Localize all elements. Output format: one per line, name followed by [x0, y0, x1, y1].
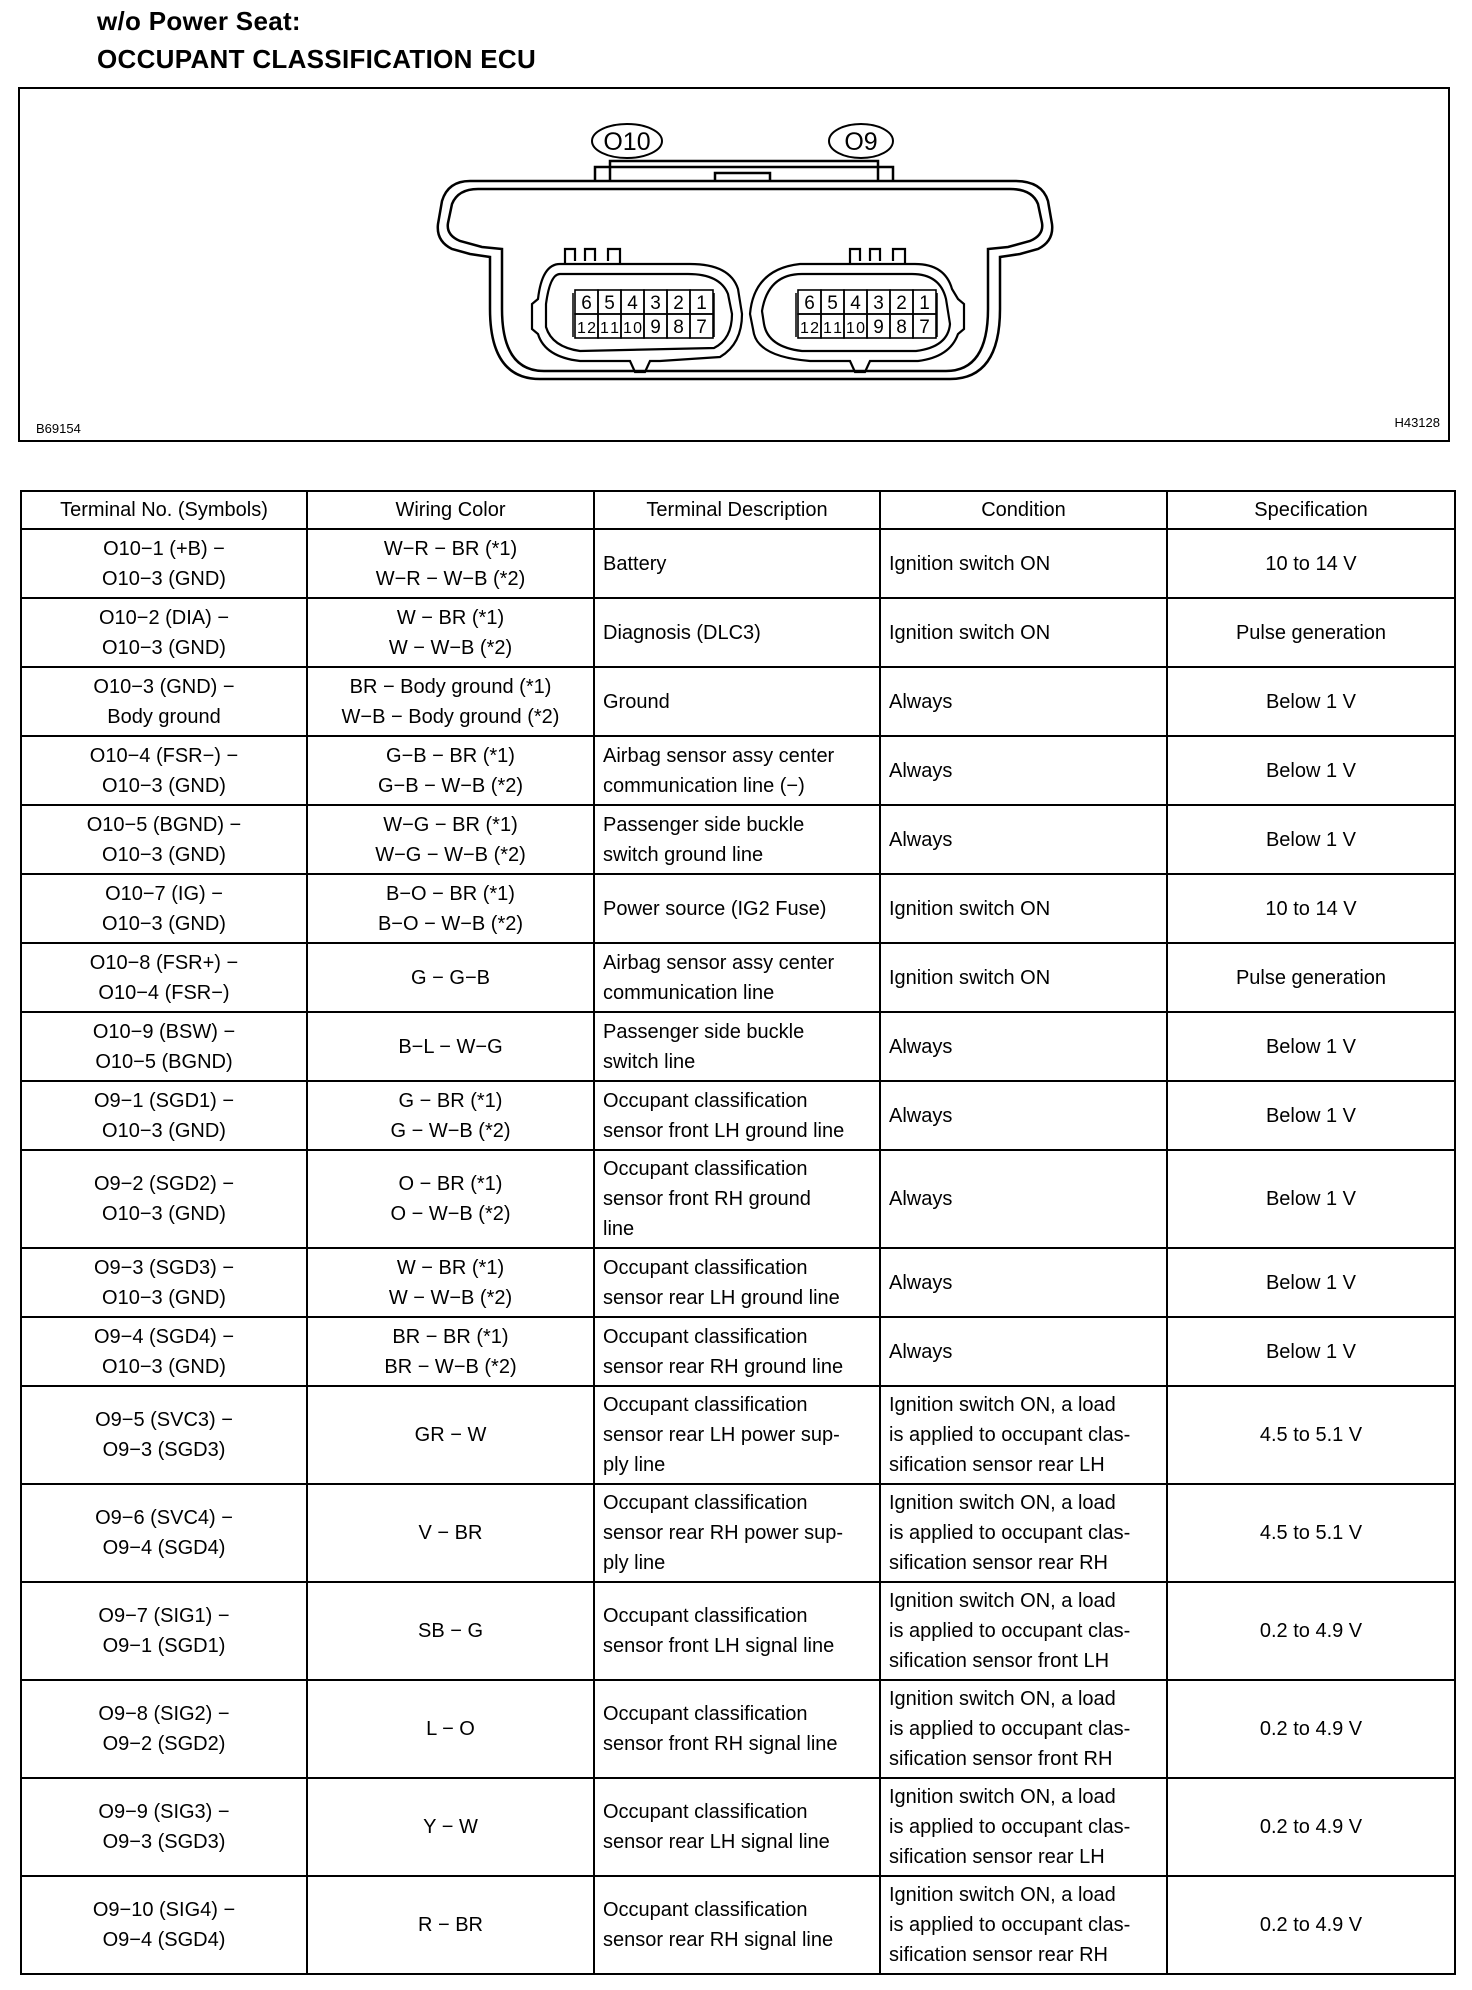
cell-description	[594, 1778, 880, 1876]
cell-wiring-color	[307, 736, 594, 805]
header-condition: Condition	[880, 491, 1167, 529]
cell-description-line: Occupant classification	[603, 1325, 808, 1348]
cell-description	[594, 736, 880, 805]
cell-wiring-color	[307, 943, 594, 1012]
cell-condition	[880, 943, 1167, 1012]
cell-terminal-line: O10−3 (GND) −	[93, 675, 235, 698]
cell-terminal	[21, 736, 307, 805]
cell-condition	[880, 1012, 1167, 1081]
cell-wiring-color-line: G−B − BR (*1)	[386, 744, 515, 767]
cell-description	[594, 1248, 880, 1317]
cell-description	[594, 598, 880, 667]
cell-wiring-color-line: G−B − W−B (*2)	[377, 774, 524, 797]
cell-wiring-color-line: B−L − W−G	[398, 1035, 503, 1058]
pin-grid-o9	[798, 290, 936, 338]
cell-description-line: Occupant classification	[603, 1089, 808, 1112]
cell-terminal-line: O9−8 (SIG2) −	[98, 1703, 230, 1725]
cell-terminal-line: O10−3 (GND)	[102, 912, 226, 935]
cell-terminal	[21, 1876, 307, 1974]
cell-wiring-color-line: W − W−B (*2)	[388, 636, 513, 659]
table-row	[21, 1081, 1455, 1150]
cell-specification: Pulse generation	[1167, 943, 1455, 1012]
pin-number: 11	[600, 320, 619, 337]
cell-terminal-line: O9−5 (SVC3) −	[95, 1409, 233, 1431]
cell-description	[594, 1876, 880, 1974]
cell-specification: Below 1 V	[1167, 736, 1455, 805]
page-title: OCCUPANT CLASSIFICATION ECU	[97, 44, 537, 74]
cell-description-line: Occupant classification	[603, 1394, 808, 1416]
pin-number: 2	[896, 293, 907, 314]
cell-terminal-line: O9−7 (SIG1) −	[98, 1605, 230, 1627]
cell-wiring-color	[307, 1778, 594, 1876]
cell-condition	[880, 667, 1167, 736]
table-row	[21, 1778, 1455, 1876]
cell-terminal-line: O9−4 (SGD4)	[102, 1929, 226, 1951]
cell-terminal-line: O10−3 (GND)	[102, 567, 226, 590]
cell-terminal	[21, 1012, 307, 1081]
cell-condition	[880, 1248, 1167, 1317]
cell-wiring-color-line: L − O	[426, 1718, 475, 1740]
table-row	[21, 1317, 1455, 1386]
pin-number: 12	[577, 320, 596, 337]
cell-specification: Below 1 V	[1167, 1012, 1455, 1081]
cell-terminal	[21, 1081, 307, 1150]
header-specification: Specification	[1167, 491, 1455, 529]
cell-terminal-line: O10−1 (+B) −	[103, 537, 225, 560]
cell-wiring-color	[307, 1248, 594, 1317]
cell-wiring-color	[307, 1081, 594, 1150]
cell-terminal-line: O9−6 (SVC4) −	[95, 1507, 233, 1529]
cell-description-line: Diagnosis (DLC3)	[603, 621, 761, 644]
cell-condition-line: Always	[889, 1188, 953, 1210]
cell-description-line: Occupant classification	[603, 1801, 808, 1823]
cell-specification: Below 1 V	[1167, 667, 1455, 736]
pin-number: 12	[800, 320, 819, 337]
cell-wiring-color	[307, 1012, 594, 1081]
pin-number: 4	[627, 293, 638, 314]
cell-terminal	[21, 529, 307, 598]
cell-description	[594, 1317, 880, 1386]
cell-description-line: sensor rear LH power sup-	[603, 1424, 840, 1446]
cell-terminal-line: O9−4 (SGD4)	[102, 1537, 226, 1559]
figure-code-left: B69154	[36, 421, 81, 436]
cell-wiring-color-line: W − BR (*1)	[396, 1256, 505, 1279]
cell-description-line: Occupant classification	[603, 1256, 808, 1279]
cell-condition-line: sification sensor rear LH	[889, 1846, 1105, 1868]
cell-terminal-line: O9−2 (SGD2)	[102, 1733, 226, 1755]
cell-terminal	[21, 1778, 307, 1876]
cell-wiring-color-line: BR − Body ground (*1)	[349, 675, 552, 698]
cell-terminal	[21, 1317, 307, 1386]
cell-terminal	[21, 874, 307, 943]
cell-condition	[880, 1680, 1167, 1778]
pin-number: 1	[696, 293, 707, 314]
cell-condition	[880, 805, 1167, 874]
cell-condition	[880, 1317, 1167, 1386]
cell-condition-line: Ignition switch ON, a load	[889, 1786, 1116, 1808]
cell-condition-line: Ignition switch ON, a load	[889, 1884, 1116, 1906]
header-terminal-description: Terminal Description	[594, 491, 880, 529]
cell-condition-line: Ignition switch ON	[889, 621, 1051, 644]
cell-description-line: Occupant classification	[603, 1158, 808, 1180]
pin-number: 1	[919, 293, 930, 314]
cell-specification: Below 1 V	[1167, 1317, 1455, 1386]
cell-condition-line: sification sensor rear RH	[889, 1944, 1108, 1966]
cell-wiring-color	[307, 598, 594, 667]
cell-description	[594, 529, 880, 598]
cell-wiring-color	[307, 805, 594, 874]
cell-description-line: communication line (−)	[603, 774, 805, 797]
header-wiring-color: Wiring Color	[307, 491, 594, 529]
cell-terminal	[21, 1248, 307, 1317]
cell-condition	[880, 1081, 1167, 1150]
terminal-spec-table	[20, 490, 1456, 1975]
cell-terminal-line: O10−4 (FSR−)	[98, 981, 230, 1004]
table-row	[21, 529, 1455, 598]
cell-condition-line: sification sensor rear LH	[889, 1454, 1105, 1476]
cell-wiring-color-line: W−G − W−B (*2)	[375, 843, 526, 866]
cell-condition-line: sification sensor front RH	[889, 1748, 1113, 1770]
cell-condition	[880, 1150, 1167, 1248]
connector-label-o10: O10	[603, 128, 651, 156]
cell-terminal-line: O10−5 (BGND) −	[86, 813, 242, 836]
cell-description	[594, 1582, 880, 1680]
cell-wiring-color	[307, 1317, 594, 1386]
header-terminal: Terminal No. (Symbols)	[21, 491, 307, 529]
cell-wiring-color-line: G − W−B (*2)	[390, 1119, 511, 1142]
cell-terminal-line: O10−4 (FSR−) −	[89, 744, 239, 767]
cell-condition-line: is applied to occupant clas-	[889, 1816, 1131, 1838]
cell-specification: Below 1 V	[1167, 805, 1455, 874]
ecu-connector-diagram	[20, 89, 1448, 440]
cell-condition	[880, 736, 1167, 805]
cell-wiring-color-line: BR − W−B (*2)	[384, 1355, 517, 1378]
table-row	[21, 1386, 1455, 1484]
ecu-body-outline	[438, 161, 1052, 379]
cell-terminal-line: O9−4 (SGD4) −	[93, 1325, 235, 1348]
cell-terminal-line: O10−3 (GND)	[102, 1203, 226, 1225]
table-row	[21, 736, 1455, 805]
cell-specification: 0.2 to 4.9 V	[1167, 1680, 1455, 1778]
connector-figure	[18, 87, 1450, 442]
cell-condition-line: sification sensor rear RH	[889, 1552, 1108, 1574]
cell-condition-line: Always	[889, 759, 953, 782]
cell-wiring-color	[307, 1484, 594, 1582]
cell-description-line: sensor front RH ground	[603, 1188, 811, 1210]
cell-description-line: Passenger side buckle	[603, 813, 805, 836]
table-row	[21, 598, 1455, 667]
cell-wiring-color-line: SB − G	[417, 1620, 484, 1642]
table-row	[21, 1484, 1455, 1582]
cell-terminal	[21, 943, 307, 1012]
connector-label-o9: O9	[844, 128, 878, 156]
table-row	[21, 805, 1455, 874]
cell-wiring-color-line: B−O − BR (*1)	[386, 882, 515, 905]
cell-description-line: ply line	[603, 1454, 666, 1476]
cell-wiring-color	[307, 1680, 594, 1778]
pin-number: 3	[650, 293, 661, 314]
cell-wiring-color-line: W−G − BR (*1)	[383, 813, 518, 836]
cell-condition-line: Ignition switch ON, a load	[889, 1492, 1116, 1514]
cell-description-line: Occupant classification	[603, 1605, 808, 1627]
cell-terminal	[21, 1484, 307, 1582]
pin-number: 7	[696, 317, 707, 338]
cell-specification: 10 to 14 V	[1167, 529, 1455, 598]
cell-wiring-color	[307, 874, 594, 943]
cell-description	[594, 1386, 880, 1484]
cell-wiring-color-line: GR − W	[414, 1424, 487, 1446]
cell-specification: 0.2 to 4.9 V	[1167, 1582, 1455, 1680]
cell-condition-line: Always	[889, 1104, 953, 1127]
cell-description-line: Occupant classification	[603, 1899, 808, 1921]
cell-terminal	[21, 1150, 307, 1248]
cell-terminal-line: O10−3 (GND)	[102, 1119, 226, 1142]
pin-number: 7	[919, 317, 930, 338]
cell-condition-line: Ignition switch ON, a load	[889, 1394, 1116, 1416]
cell-terminal	[21, 1680, 307, 1778]
cell-condition	[880, 1876, 1167, 1974]
cell-description-line: Battery	[603, 552, 667, 575]
cell-wiring-color	[307, 1386, 594, 1484]
cell-description-line: Occupant classification	[603, 1492, 808, 1514]
cell-description	[594, 1012, 880, 1081]
cell-description-line: Ground	[603, 690, 670, 713]
pin-number: 4	[850, 293, 861, 314]
cell-wiring-color-line: W−R − BR (*1)	[383, 537, 518, 560]
cell-condition-line: is applied to occupant clas-	[889, 1620, 1131, 1642]
cell-terminal-line: O10−3 (GND)	[102, 636, 226, 659]
pin-number: 5	[827, 293, 838, 314]
cell-wiring-color-line: W − W−B (*2)	[388, 1286, 513, 1309]
cell-terminal-line: O9−3 (SGD3)	[102, 1439, 226, 1461]
cell-description-line: line	[603, 1218, 635, 1240]
table-row	[21, 667, 1455, 736]
cell-condition-line: Always	[889, 690, 953, 713]
pin-number: 5	[604, 293, 615, 314]
cell-description-line: switch line	[603, 1050, 696, 1073]
cell-condition-line: Ignition switch ON	[889, 552, 1051, 575]
cell-terminal-line: O9−1 (SGD1) −	[93, 1089, 235, 1112]
cell-wiring-color-line: W−B − Body ground (*2)	[341, 705, 560, 728]
cell-description-line: sensor rear RH ground line	[603, 1355, 844, 1378]
table-row	[21, 1876, 1455, 1974]
cell-condition-line: sification sensor front LH	[889, 1650, 1110, 1672]
cell-specification: 0.2 to 4.9 V	[1167, 1778, 1455, 1876]
pin-number: 9	[873, 317, 884, 338]
cell-condition-line: Ignition switch ON	[889, 897, 1051, 920]
cell-terminal	[21, 805, 307, 874]
cell-specification: Pulse generation	[1167, 598, 1455, 667]
cell-terminal-line: O10−8 (FSR+) −	[89, 951, 239, 974]
cell-wiring-color-line: O − W−B (*2)	[390, 1203, 511, 1225]
cell-description	[594, 943, 880, 1012]
cell-condition	[880, 874, 1167, 943]
cell-terminal-line: O9−3 (SGD3) −	[93, 1256, 235, 1279]
cell-wiring-color	[307, 1150, 594, 1248]
table-row	[21, 943, 1455, 1012]
cell-description-line: switch ground line	[603, 843, 764, 866]
pin-number: 10	[846, 320, 865, 337]
cell-specification: 4.5 to 5.1 V	[1167, 1484, 1455, 1582]
cell-description-line: Passenger side buckle	[603, 1020, 805, 1043]
table-row	[21, 874, 1455, 943]
cell-terminal	[21, 598, 307, 667]
cell-wiring-color-line: B−O − W−B (*2)	[377, 912, 524, 935]
cell-description	[594, 1484, 880, 1582]
pin-number: 10	[623, 320, 642, 337]
cell-description	[594, 1150, 880, 1248]
cell-wiring-color-line: G − BR (*1)	[398, 1089, 503, 1112]
cell-description-line: sensor rear RH power sup-	[603, 1522, 844, 1544]
cell-condition-line: Always	[889, 1271, 953, 1294]
cell-description-line: Power source (IG2 Fuse)	[603, 897, 827, 920]
cell-terminal-line: O10−9 (BSW) −	[92, 1020, 236, 1043]
cell-wiring-color-line: R − BR	[417, 1914, 484, 1936]
cell-condition	[880, 1484, 1167, 1582]
cell-terminal-line: O10−2 (DIA) −	[98, 606, 230, 629]
cell-specification: 4.5 to 5.1 V	[1167, 1386, 1455, 1484]
cell-wiring-color-line: Y − W	[423, 1816, 478, 1838]
cell-terminal-line: O9−10 (SIG4) −	[92, 1899, 236, 1921]
pin-grid-o10	[575, 290, 713, 338]
cell-description	[594, 1081, 880, 1150]
cell-wiring-color	[307, 1582, 594, 1680]
cell-terminal-line: O10−7 (IG) −	[105, 882, 223, 905]
cell-description-line: sensor front LH ground line	[603, 1119, 845, 1142]
cell-specification: 10 to 14 V	[1167, 874, 1455, 943]
cell-condition	[880, 598, 1167, 667]
cell-condition-line: Ignition switch ON	[889, 966, 1051, 989]
cell-wiring-color-line: W − BR (*1)	[396, 606, 505, 629]
cell-condition	[880, 1582, 1167, 1680]
cell-wiring-color	[307, 529, 594, 598]
cell-terminal	[21, 1386, 307, 1484]
cell-specification: Below 1 V	[1167, 1248, 1455, 1317]
cell-description-line: sensor front LH signal line	[603, 1635, 835, 1657]
cell-wiring-color-line: O − BR (*1)	[398, 1173, 503, 1195]
cell-terminal-line: O10−3 (GND)	[102, 1355, 226, 1378]
cell-description	[594, 667, 880, 736]
cell-condition-line: is applied to occupant clas-	[889, 1718, 1131, 1740]
cell-description-line: sensor front RH signal line	[603, 1733, 838, 1755]
cell-description-line: Occupant classification	[603, 1703, 808, 1725]
pin-number: 8	[673, 317, 684, 338]
cell-description	[594, 874, 880, 943]
table-row	[21, 1248, 1455, 1317]
cell-condition	[880, 1778, 1167, 1876]
cell-description-line: ply line	[603, 1552, 666, 1574]
table-row	[21, 1150, 1455, 1248]
cell-condition-line: Always	[889, 1035, 953, 1058]
cell-description-line: sensor rear LH signal line	[603, 1831, 830, 1853]
cell-wiring-color-line: V − BR	[418, 1522, 483, 1544]
pin-number: 6	[581, 293, 592, 314]
cell-condition-line: Always	[889, 828, 953, 851]
cell-terminal-line: O10−5 (BGND)	[95, 1050, 233, 1073]
cell-terminal-line: O10−3 (GND)	[102, 1286, 226, 1309]
cell-specification: 0.2 to 4.9 V	[1167, 1876, 1455, 1974]
cell-terminal-line: Body ground	[107, 705, 221, 728]
pin-number: 2	[673, 293, 684, 314]
cell-wiring-color-line: W−R − W−B (*2)	[375, 567, 526, 590]
cell-condition	[880, 1386, 1167, 1484]
cell-description-line: Airbag sensor assy center	[603, 951, 835, 974]
cell-description	[594, 805, 880, 874]
cell-description-line: sensor rear RH signal line	[603, 1929, 834, 1951]
cell-wiring-color	[307, 1876, 594, 1974]
figure-code-right: H43128	[1394, 415, 1440, 430]
cell-condition-line: is applied to occupant clas-	[889, 1424, 1131, 1446]
cell-terminal-line: O9−3 (SGD3)	[102, 1831, 226, 1853]
cell-terminal-line: O9−9 (SIG3) −	[98, 1801, 230, 1823]
page-subtitle: w/o Power Seat:	[97, 6, 301, 36]
pin-number: 9	[650, 317, 661, 338]
cell-terminal	[21, 1582, 307, 1680]
cell-terminal-line: O10−3 (GND)	[102, 843, 226, 866]
cell-condition-line: is applied to occupant clas-	[889, 1914, 1131, 1936]
table-row	[21, 1680, 1455, 1778]
cell-specification: Below 1 V	[1167, 1150, 1455, 1248]
pin-number: 11	[823, 320, 842, 337]
table-header-row	[21, 491, 1455, 529]
cell-terminal-line: O10−3 (GND)	[102, 774, 226, 797]
cell-condition-line: Ignition switch ON, a load	[889, 1590, 1116, 1612]
cell-terminal-line: O9−2 (SGD2) −	[93, 1173, 235, 1195]
pin-number: 8	[896, 317, 907, 338]
cell-condition	[880, 529, 1167, 598]
cell-condition-line: Always	[889, 1340, 953, 1363]
cell-wiring-color	[307, 667, 594, 736]
pin-number: 6	[804, 293, 815, 314]
cell-wiring-color-line: BR − BR (*1)	[392, 1325, 509, 1348]
table-row	[21, 1582, 1455, 1680]
cell-description	[594, 1680, 880, 1778]
cell-terminal	[21, 667, 307, 736]
cell-wiring-color-line: G − G−B	[411, 966, 490, 989]
cell-description-line: Airbag sensor assy center	[603, 744, 835, 767]
cell-terminal-line: O9−1 (SGD1)	[102, 1635, 226, 1657]
cell-condition-line: Ignition switch ON, a load	[889, 1688, 1116, 1710]
cell-description-line: communication line	[603, 981, 775, 1004]
pin-number: 3	[873, 293, 884, 314]
table-row	[21, 1012, 1455, 1081]
cell-condition-line: is applied to occupant clas-	[889, 1522, 1131, 1544]
cell-specification: Below 1 V	[1167, 1081, 1455, 1150]
cell-description-line: sensor rear LH ground line	[603, 1286, 840, 1309]
